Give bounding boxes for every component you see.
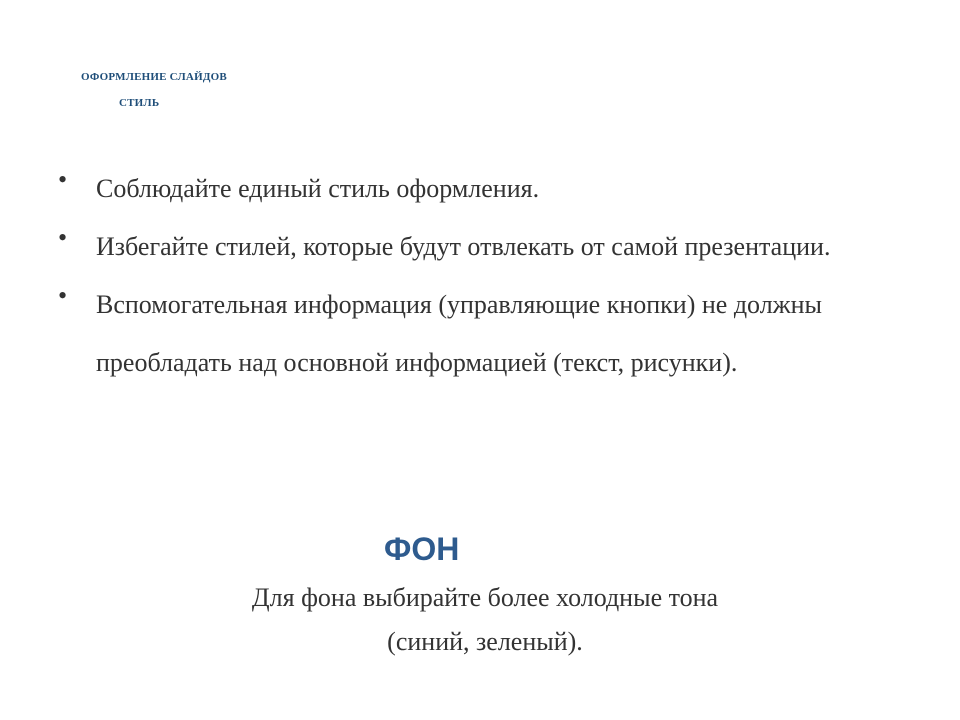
bullet-text: Соблюдайте единый стиль оформления. — [96, 174, 540, 203]
bullet-marker: • — [58, 281, 68, 310]
bullet-marker: • — [58, 165, 68, 194]
bullet-text: Избегайте стилей, которые будут отвлекать от самой презентации. — [96, 232, 831, 261]
background-advice-line: Для фона выбирайте более холодные тона — [251, 583, 719, 612]
bullet-item — [58, 218, 918, 276]
bullet-marker: • — [58, 223, 68, 252]
background-section-title: ФОН — [384, 531, 460, 567]
bullet-list — [58, 160, 918, 392]
bullet-item — [58, 276, 918, 392]
bullet-item — [58, 160, 918, 218]
slide-section-title: ОФОРМЛЕНИЕ СЛАЙДОВ — [81, 71, 227, 83]
background-advice-examples: (синий, зеленый). — [387, 627, 583, 656]
slide-subsection-title: СТИЛЬ — [119, 97, 160, 109]
bullet-text: Вспомогательная информация (управляющие кнопки) не должны преобладать над основной информацией (текст, рисунки). — [96, 290, 823, 377]
